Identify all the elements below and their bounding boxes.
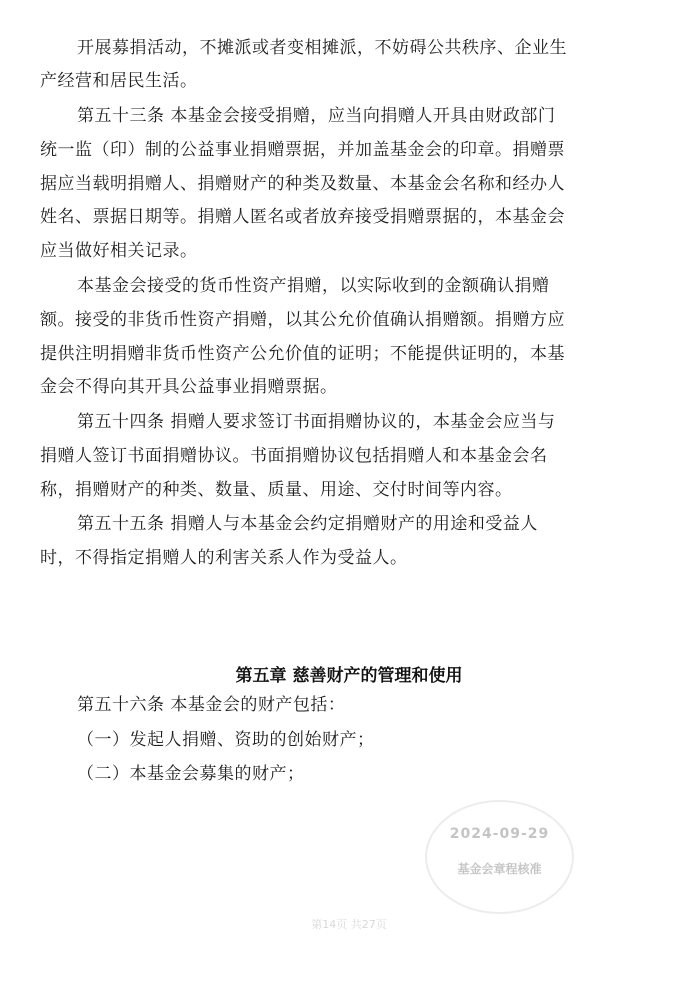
stamp-date: 2024-09-29 bbox=[449, 826, 550, 842]
text-line: 额。接受的非货币性资产捐赠，以其公允价值确认捐赠额。捐赠方应 bbox=[40, 310, 565, 330]
article-56-heading: 第五十六条 本基金会的财产包括： bbox=[77, 695, 346, 715]
text-line: 提供注明捐赠非货币性资产公允价值的证明；不能提供证明的，本基 bbox=[40, 344, 565, 364]
text-line: 称，捐赠财产的种类、数量、质量、用途、交付时间等内容。 bbox=[40, 480, 513, 500]
text-line: 金会不得向其开具公益事业捐赠票据。 bbox=[40, 377, 338, 397]
text-line: 开展募捐活动，不摊派或者变相摊派，不妨碍公共秩序、企业生 bbox=[77, 38, 567, 58]
article-56-item: （一）发起人捐赠、资助的创始财产； bbox=[77, 730, 375, 750]
text-line: 据应当载明捐赠人、捐赠财产的种类及数量、本基金会名称和经办人 bbox=[40, 174, 565, 194]
text-line: 产经营和居民生活。 bbox=[40, 71, 198, 91]
text-line: 统一监（印）制的公益事业捐赠票据，并加盖基金会的印章。捐赠票 bbox=[40, 140, 565, 160]
page-number: 第14页 共27页 bbox=[311, 918, 387, 931]
text-line: 时，不得指定捐赠人的利害关系人作为受益人。 bbox=[40, 548, 408, 568]
stamp-label: 基金会章程核准 bbox=[457, 862, 542, 876]
text-line: 捐赠人签订书面捐赠协议。书面捐赠协议包括捐赠人和本基金会名 bbox=[40, 446, 548, 466]
article-54-line: 第五十四条 捐赠人要求签订书面捐赠协议的，本基金会应当与 bbox=[77, 412, 556, 432]
text-line: 应当做好相关记录。 bbox=[40, 241, 198, 261]
article-55-line: 第五十五条 捐赠人与本基金会约定捐赠财产的用途和受益人 bbox=[77, 514, 538, 534]
article-53-line: 第五十三条 本基金会接受捐赠，应当向捐赠人开具由财政部门 bbox=[77, 106, 556, 126]
approval-stamp bbox=[425, 800, 574, 914]
chapter-title: 第五章 慈善财产的管理和使用 bbox=[235, 666, 463, 686]
article-56-item: （二）本基金会募集的财产； bbox=[77, 764, 305, 784]
text-line: 姓名、票据日期等。捐赠人匿名或者放弃接受捐赠票据的，本基金会 bbox=[40, 207, 565, 227]
text-line: 本基金会接受的货币性资产捐赠，以实际收到的金额确认捐赠 bbox=[77, 276, 550, 296]
